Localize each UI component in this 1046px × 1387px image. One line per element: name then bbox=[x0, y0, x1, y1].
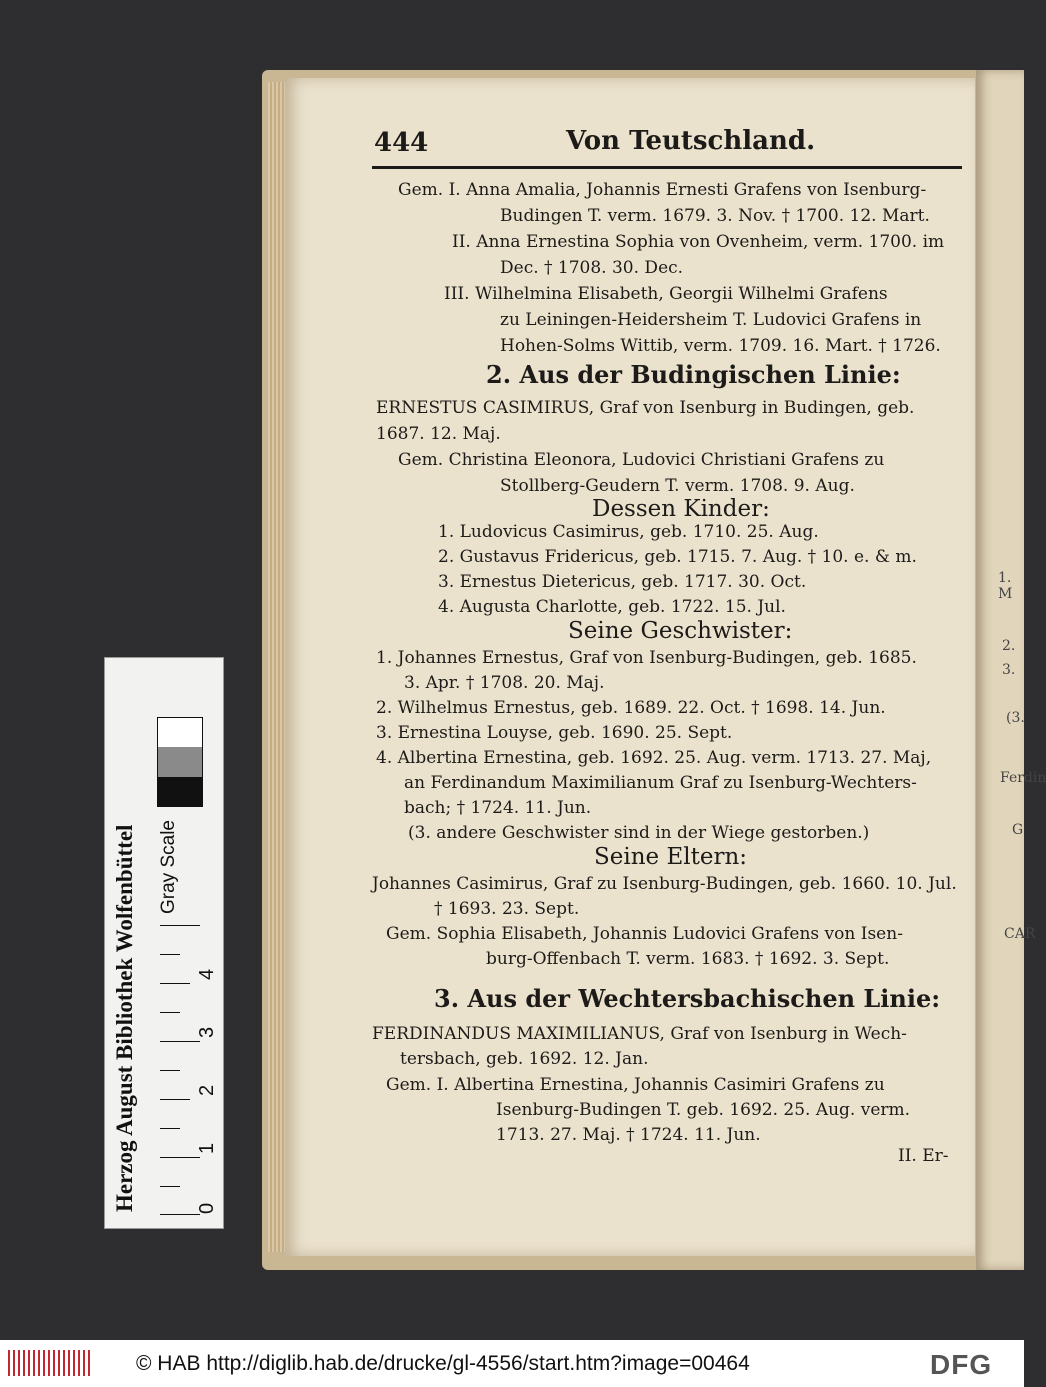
page-number: 444 bbox=[374, 128, 429, 158]
text-line: 2. Gustavus Fridericus, geb. 1715. 7. Aug. † 10. e. & m. bbox=[438, 547, 917, 567]
copyright-link[interactable]: © HAB http://diglib.hab.de/drucke/gl-4556/start.htm?image=00464 bbox=[136, 1352, 750, 1375]
text-line: II. Anna Ernestina Sophia von Ovenheim, verm. 1700. im bbox=[452, 232, 945, 252]
text-line: 2. Wilhelmus Ernestus, geb. 1689. 22. Oct. † 1698. 14. Jun. bbox=[376, 698, 886, 718]
text-line: 1. Ludovicus Casimirus, geb. 1710. 25. Aug. bbox=[438, 522, 819, 542]
tick bbox=[160, 1157, 200, 1158]
subheading: Seine Eltern: bbox=[594, 844, 748, 870]
facing-fragment: (3. bbox=[1006, 710, 1025, 726]
text-line: (3. andere Geschwister sind in der Wiege gestorben.) bbox=[408, 823, 870, 843]
ruler-number: 4 bbox=[196, 968, 218, 980]
tick bbox=[160, 1099, 190, 1100]
gray-swatches bbox=[157, 717, 203, 807]
tick bbox=[160, 1070, 180, 1071]
text-line: zu Leiningen-Heidersheim T. Ludovici Grafens in bbox=[500, 310, 922, 330]
text-line: tersbach, geb. 1692. 12. Jan. bbox=[400, 1049, 649, 1069]
swatch-black bbox=[158, 777, 202, 806]
text-line: Gem. Christina Eleonora, Ludovici Christiani Grafens zu bbox=[398, 450, 885, 470]
facing-fragment: G bbox=[1012, 822, 1024, 838]
text-line: 4. Albertina Ernestina, geb. 1692. 25. Aug. verm. 1713. 27. Maj, bbox=[376, 748, 932, 768]
barcode-icon bbox=[8, 1350, 92, 1376]
facing-page-edge bbox=[976, 70, 1046, 1270]
text-line: Isenburg-Budingen T. geb. 1692. 25. Aug. verm. bbox=[496, 1100, 911, 1120]
swatch-white bbox=[158, 718, 202, 747]
text-line: an Ferdinandum Maximilianum Graf zu Isenburg-Wechters- bbox=[404, 773, 917, 793]
tick bbox=[160, 1128, 180, 1129]
text-line: Stollberg-Geudern T. verm. 1708. 9. Aug. bbox=[500, 476, 855, 496]
catchword: II. Er- bbox=[898, 1146, 949, 1166]
text-line: 3. Apr. † 1708. 20. Maj. bbox=[404, 673, 605, 693]
text-line: Dec. † 1708. 30. Dec. bbox=[500, 258, 684, 278]
text-line: 1687. 12. Maj. bbox=[376, 424, 501, 444]
tick bbox=[160, 1012, 180, 1013]
header-rule bbox=[372, 166, 962, 169]
ruler-number: 0 bbox=[196, 1202, 218, 1214]
text-line: III. Wilhelmina Elisabeth, Georgii Wilhelmi Grafens bbox=[444, 284, 888, 304]
facing-fragment: CAR bbox=[1004, 926, 1036, 942]
tick bbox=[160, 925, 200, 926]
text-line: 3. Ernestus Dietericus, geb. 1717. 30. Oct. bbox=[438, 572, 807, 592]
text-line: Gem. Sophia Elisabeth, Johannis Ludovici Grafens von Isen- bbox=[386, 924, 903, 944]
facing-fragment: 2. bbox=[1002, 638, 1016, 654]
gray-scale-label: Gray Scale bbox=[158, 820, 179, 914]
tick bbox=[160, 1186, 180, 1187]
text-line: 4. Augusta Charlotte, geb. 1722. 15. Jul. bbox=[438, 597, 786, 617]
text-line: Budingen T. verm. 1679. 3. Nov. † 1700. 12. Mart. bbox=[500, 206, 930, 226]
text-line: bach; † 1724. 11. Jun. bbox=[404, 798, 592, 818]
ruler-number: 3 bbox=[196, 1026, 218, 1038]
facing-fragment: 1. M bbox=[998, 570, 1013, 602]
dfg-logo: DFG bbox=[930, 1349, 993, 1380]
ruler-number: 1 bbox=[196, 1142, 218, 1154]
section-heading: 2. Aus der Budingischen Linie: bbox=[486, 360, 901, 389]
ruler-number: 2 bbox=[196, 1084, 218, 1096]
ruler-title: Herzog August Bibliothek Wolfenbüttel bbox=[112, 824, 137, 1212]
text-line: 3. Ernestina Louyse, geb. 1690. 25. Sept. bbox=[376, 723, 733, 743]
text-line: Gem. I. Albertina Ernestina, Johannis Casimiri Grafens zu bbox=[386, 1075, 885, 1095]
tick bbox=[160, 954, 180, 955]
text-line: Gem. I. Anna Amalia, Johannis Ernesti Grafens von Isenburg- bbox=[398, 180, 927, 200]
tick bbox=[160, 1041, 200, 1042]
text-line: FERDINANDUS MAXIMILIANUS, Graf von Isenburg in Wech- bbox=[372, 1024, 907, 1044]
text-line: burg-Offenbach T. verm. 1683. † 1692. 3. Sept. bbox=[486, 949, 890, 969]
facing-fragment: 3. bbox=[1002, 662, 1016, 678]
swatch-gray bbox=[158, 747, 202, 776]
tick bbox=[160, 983, 190, 984]
text-line: † 1693. 23. Sept. bbox=[434, 899, 580, 919]
section-heading: 3. Aus der Wechtersbachischen Linie: bbox=[434, 984, 941, 1013]
text-line: Johannes Casimirus, Graf zu Isenburg-Budingen, geb. 1660. 10. Jul. bbox=[372, 874, 957, 894]
text-line: 1. Johannes Ernestus, Graf von Isenburg-Budingen, geb. 1685. bbox=[376, 648, 917, 668]
running-title: Von Teutschland. bbox=[566, 126, 816, 156]
text-line: Hohen-Solms Wittib, verm. 1709. 16. Mart. † 1726. bbox=[500, 336, 941, 356]
text-line: ERNESTUS CASIMIRUS, Graf von Isenburg in Budingen, geb. bbox=[376, 398, 915, 418]
subheading: Dessen Kinder: bbox=[592, 496, 770, 522]
facing-fragment: Ferdin bbox=[1000, 770, 1046, 786]
subheading: Seine Geschwister: bbox=[568, 618, 793, 644]
tick bbox=[160, 1214, 200, 1215]
text-line: 1713. 27. Maj. † 1724. 11. Jun. bbox=[496, 1125, 761, 1145]
